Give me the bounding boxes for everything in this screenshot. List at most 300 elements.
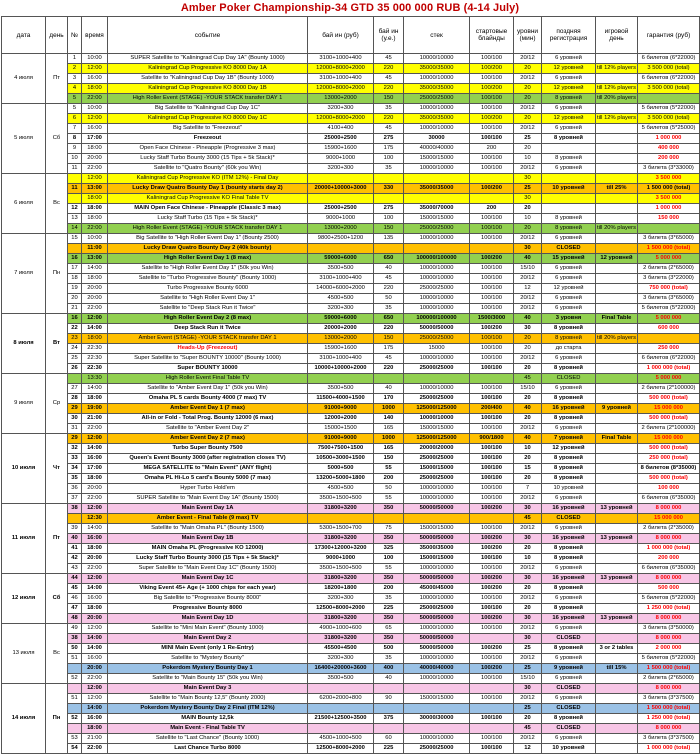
level-minutes-cell: 30: [514, 574, 542, 584]
level-minutes-cell: 20/12: [514, 624, 542, 634]
event-time-cell: 12:00: [82, 174, 108, 184]
event-time-cell: 14:00: [82, 704, 108, 714]
event-name-cell: Satellite to "Deep Stack Run it Twice": [108, 304, 308, 314]
event-number-cell: 49: [68, 624, 82, 634]
start-blinds-cell: 100/100: [470, 624, 514, 634]
event-number-cell: [68, 174, 82, 184]
table-row: [2, 634, 700, 644]
table-row: [2, 594, 700, 604]
guarantee-cell: 1 500 000 (total): [638, 664, 700, 674]
guarantee-cell: 2 билета (2*100000): [638, 384, 700, 394]
level-minutes-cell: 20: [514, 584, 542, 594]
guarantee-cell: 3 билета (3*65000): [638, 234, 700, 244]
event-number-cell: 35: [68, 474, 82, 484]
event-time-cell: 20:00: [82, 484, 108, 494]
guarantee-cell: 3 билета (3*50000): [638, 624, 700, 634]
event-name-cell: Main Event Day 1D: [108, 614, 308, 624]
event-time-cell: 19:00: [82, 404, 108, 414]
event-number-cell: 36: [68, 484, 82, 494]
start-blinds-cell: 100/200: [470, 64, 514, 74]
guarantee-cell: 1 000 000: [638, 204, 700, 214]
stack-cell: 35000/35000: [404, 114, 470, 124]
buyin-ue-cell: [374, 194, 404, 204]
event-time-cell: 21:00: [82, 414, 108, 424]
table-row: [2, 504, 700, 514]
event-time-cell: 18:00: [82, 394, 108, 404]
event-number-cell: 33: [68, 454, 82, 464]
table-row: [2, 434, 700, 444]
event-number-cell: [68, 684, 82, 694]
guarantee-cell: 6 билетов (6*35000): [638, 564, 700, 574]
late-registration-cell: 16 уровней: [542, 614, 596, 624]
buyin-rub-cell: 13000+2000: [308, 224, 374, 234]
buyin-ue-cell: 225: [374, 744, 404, 754]
buyin-rub-cell: 3200+300: [308, 164, 374, 174]
event-time-cell: 22:30: [82, 364, 108, 374]
level-minutes-cell: 40: [514, 254, 542, 264]
event-name-cell: MEGA SATELLITE to "Main Event" (ANY flight): [108, 464, 308, 474]
guarantee-cell: 750 000 (total): [638, 284, 700, 294]
buyin-rub-cell: 20000+2000: [308, 324, 374, 334]
level-minutes-cell: 20/12: [514, 424, 542, 434]
late-registration-cell: CLOSED: [542, 684, 596, 694]
table-row: [2, 344, 700, 354]
buyin-ue-cell: 220: [374, 64, 404, 74]
game-day-cell: till 12% players: [596, 64, 638, 74]
table-row: [2, 234, 700, 244]
stack-cell: 50000/50000: [404, 614, 470, 624]
late-registration-cell: [542, 144, 596, 154]
late-registration-cell: 8 уровней: [542, 464, 596, 474]
weekday-cell: Ср: [46, 374, 68, 434]
guarantee-cell: 1 000 000 (total): [638, 364, 700, 374]
late-registration-cell: [542, 194, 596, 204]
level-minutes-cell: 10: [514, 444, 542, 454]
game-day-cell: 13 уровней: [596, 504, 638, 514]
late-registration-cell: 6 уровней: [542, 384, 596, 394]
table-row: [2, 184, 700, 194]
level-minutes-cell: 15/10: [514, 384, 542, 394]
buyin-rub-cell: 5300+1500+700: [308, 524, 374, 534]
event-name-cell: Omaha PL 5 cards Bounty 4000 (7 max) TV: [108, 394, 308, 404]
buyin-rub-cell: 3100+1000+400: [308, 274, 374, 284]
late-registration-cell: до старта: [542, 344, 596, 354]
buyin-rub-cell: 13200+5000+1800: [308, 474, 374, 484]
guarantee-cell: 8 000 000: [638, 634, 700, 644]
buyin-ue-cell: 40: [374, 674, 404, 684]
game-day-cell: [596, 544, 638, 554]
event-time-cell: 12:00: [82, 624, 108, 634]
buyin-ue-cell: 500: [374, 644, 404, 654]
event-number-cell: 47: [68, 604, 82, 614]
game-day-cell: [596, 464, 638, 474]
event-number-cell: 38: [68, 504, 82, 514]
buyin-ue-cell: 350: [374, 574, 404, 584]
table-row: [2, 474, 700, 484]
event-name-cell: Progressive Bounty 8000: [108, 604, 308, 614]
game-day-cell: [596, 54, 638, 64]
late-registration-cell: 6 уровней: [542, 104, 596, 114]
buyin-rub-cell: 12000+8000+2000: [308, 84, 374, 94]
event-number-cell: 54: [68, 744, 82, 754]
start-blinds-cell: 100/200: [470, 664, 514, 674]
level-minutes-cell: 25: [514, 704, 542, 714]
table-row: [2, 174, 700, 184]
start-blinds-cell: 100/100: [470, 594, 514, 604]
buyin-rub-cell: 13000+2000: [308, 334, 374, 344]
level-minutes-cell: 15: [514, 464, 542, 474]
stack-cell: 10000/10000: [404, 304, 470, 314]
date-cell: 7 июля: [2, 234, 46, 314]
stack-cell: [404, 724, 470, 734]
buyin-ue-cell: 165: [374, 424, 404, 434]
late-registration-cell: 6 уровней: [542, 264, 596, 274]
start-blinds-cell: 100/100: [470, 384, 514, 394]
event-name-cell: Satellite to "Amber Event Day 1" (50k you Win): [108, 384, 308, 394]
guarantee-cell: 3 500 000: [638, 174, 700, 184]
stack-cell: 30000: [404, 134, 470, 144]
buyin-ue-cell: 45: [374, 274, 404, 284]
game-day-cell: [596, 104, 638, 114]
event-name-cell: Open Face Chinese - Pineapple (Progressive 3 max): [108, 144, 308, 154]
table-row: [2, 124, 700, 134]
event-time-cell: 20:00: [82, 284, 108, 294]
table-row: [2, 484, 700, 494]
event-name-cell: MAIN Open Face Chinese - Pineapple (Classic 3 max): [108, 204, 308, 214]
event-number-cell: 6: [68, 114, 82, 124]
buyin-rub-cell: 3500+1500+500: [308, 494, 374, 504]
event-name-cell: High Roller Event Final Table TV: [108, 374, 308, 384]
game-day-cell: [596, 294, 638, 304]
stack-cell: [404, 514, 470, 524]
guarantee-cell: 150 000: [638, 214, 700, 224]
event-number-cell: 37: [68, 494, 82, 504]
game-day-cell: [596, 474, 638, 484]
event-time-cell: 14:00: [82, 324, 108, 334]
event-name-cell: Satellite to "Mystery Bounty": [108, 654, 308, 664]
stack-cell: 10000/10000: [404, 674, 470, 684]
late-registration-cell: 6 уровней: [542, 494, 596, 504]
event-number-cell: 46: [68, 594, 82, 604]
table-row: [2, 404, 700, 414]
level-minutes-cell: 20/12: [514, 104, 542, 114]
event-name-cell: Kaliningrad Cup Progressive KO (ITM 12%) - Final Day: [108, 174, 308, 184]
weekday-cell: Чт: [46, 434, 68, 504]
late-registration-cell: 16 уровней: [542, 504, 596, 514]
guarantee-cell: 1 250 000 (total): [638, 714, 700, 724]
start-blinds-cell: 100/100: [470, 334, 514, 344]
game-day-cell: [596, 174, 638, 184]
buyin-rub-cell: 9000+1000: [308, 554, 374, 564]
game-day-cell: [596, 694, 638, 704]
stack-cell: 10000/10000: [404, 234, 470, 244]
date-cell: 10 июля: [2, 434, 46, 504]
event-number-cell: 19: [68, 284, 82, 294]
stack-cell: 45000/45000: [404, 584, 470, 594]
guarantee-cell: 5 билетов (5*22000): [638, 594, 700, 604]
stack-cell: 100000/100000: [404, 254, 470, 264]
buyin-rub-cell: 3200+300: [308, 304, 374, 314]
guarantee-cell: 600 000: [638, 324, 700, 334]
start-blinds-cell: [470, 514, 514, 524]
table-row: [2, 64, 700, 74]
game-day-cell: [596, 744, 638, 754]
game-day-cell: [596, 274, 638, 284]
start-blinds-cell: 100/100: [470, 494, 514, 504]
buyin-rub-cell: 3500+500: [308, 384, 374, 394]
buyin-rub-cell: 15900+1600: [308, 144, 374, 154]
event-time-cell: 14:00: [82, 524, 108, 534]
game-day-cell: till 15%: [596, 664, 638, 674]
guarantee-cell: 2 000 000: [638, 644, 700, 654]
buyin-rub-cell: 31800+3200: [308, 504, 374, 514]
game-day-cell: 9 уровней: [596, 404, 638, 414]
start-blinds-cell: 100/200: [470, 614, 514, 624]
event-number-cell: 5: [68, 104, 82, 114]
game-day-cell: [596, 494, 638, 504]
buyin-ue-cell: 50: [374, 294, 404, 304]
level-minutes-cell: 20/12: [514, 564, 542, 574]
event-name-cell: High Roller Event (STAGE) -YOUR STACK transfer DAY 1: [108, 224, 308, 234]
table-row: [2, 104, 700, 114]
level-minutes-cell: 40: [514, 404, 542, 414]
event-name-cell: Lucky Staff Turbo Bounty 3000 (15 Tips + 5k Stack)*: [108, 554, 308, 564]
column-header: время: [82, 17, 108, 54]
event-time-cell: 17:00: [82, 134, 108, 144]
buyin-rub-cell: 3100+1000+400: [308, 354, 374, 364]
buyin-rub-cell: 10000+10000+2000: [308, 364, 374, 374]
game-day-cell: [596, 394, 638, 404]
stack-cell: 25000/25000: [404, 394, 470, 404]
late-registration-cell: 9 уровней: [542, 664, 596, 674]
late-registration-cell: 8 уровней: [542, 584, 596, 594]
game-day-cell: [596, 284, 638, 294]
start-blinds-cell: 100/100: [470, 54, 514, 64]
event-number-cell: 10: [68, 154, 82, 164]
stack-cell: 10000/10000: [404, 74, 470, 84]
guarantee-cell: 2 билета (2*65000): [638, 264, 700, 274]
table-row: [2, 664, 700, 674]
level-minutes-cell: 30: [514, 504, 542, 514]
table-row: [2, 384, 700, 394]
page-title: Amber Poker Championship-34 GTD 35 000 000 RUB (4-14 July): [180, 2, 520, 14]
game-day-cell: [596, 234, 638, 244]
start-blinds-cell: [470, 194, 514, 204]
level-minutes-cell: 10: [514, 554, 542, 564]
late-registration-cell: CLOSED: [542, 704, 596, 714]
buyin-ue-cell: [374, 724, 404, 734]
late-registration-cell: 6 уровней: [542, 564, 596, 574]
late-registration-cell: 12 уровней: [542, 284, 596, 294]
game-day-cell: [596, 354, 638, 364]
buyin-rub-cell: 3100+1000+400: [308, 54, 374, 64]
weekday-cell: Вс: [46, 174, 68, 234]
start-blinds-cell: 100/200: [470, 254, 514, 264]
guarantee-cell: [638, 224, 700, 234]
stack-cell: 10000/10000: [404, 654, 470, 664]
event-number-cell: 53: [68, 734, 82, 744]
event-number-cell: 16: [68, 314, 82, 324]
guarantee-cell: 3 500 000 (total): [638, 64, 700, 74]
weekday-cell: Вт: [46, 314, 68, 374]
table-row: [2, 424, 700, 434]
event-name-cell: Lucky Draw Quatro Bounty Day 1 (bounty starts day 2): [108, 184, 308, 194]
guarantee-cell: 6 билетов (6*22000): [638, 74, 700, 84]
game-day-cell: [596, 734, 638, 744]
stack-cell: 15000: [404, 344, 470, 354]
start-blinds-cell: 100/100: [470, 524, 514, 534]
column-header: бай ин (руб): [308, 17, 374, 54]
table-row: [2, 444, 700, 454]
game-day-cell: [596, 564, 638, 574]
buyin-ue-cell: 45: [374, 354, 404, 364]
start-blinds-cell: [470, 634, 514, 644]
buyin-rub-cell: 7500+7500+1500: [308, 444, 374, 454]
start-blinds-cell: 100/100: [470, 234, 514, 244]
guarantee-cell: 1 000 000 (total): [638, 544, 700, 554]
buyin-rub-cell: 16400+20000+3600: [308, 664, 374, 674]
stack-cell: 50000/50000: [404, 644, 470, 654]
game-day-cell: [596, 264, 638, 274]
buyin-rub-cell: 3500+500: [308, 264, 374, 274]
guarantee-cell: 500 000 (total): [638, 394, 700, 404]
buyin-ue-cell: 140: [374, 414, 404, 424]
late-registration-cell: 10 уровней: [542, 484, 596, 494]
late-registration-cell: 16 уровней: [542, 534, 596, 544]
buyin-ue-cell: 1000: [374, 434, 404, 444]
event-name-cell: SUPER Satellite to "Kaliningrad Cup Day 1A" (Bounty 1000): [108, 54, 308, 64]
start-blinds-cell: 200: [470, 204, 514, 214]
event-time-cell: 13:00: [82, 254, 108, 264]
table-row: [2, 494, 700, 504]
late-registration-cell: 7 уровней: [542, 434, 596, 444]
buyin-ue-cell: 35: [374, 104, 404, 114]
guarantee-cell: 3 500 000 (total): [638, 84, 700, 94]
event-number-cell: [68, 704, 82, 714]
game-day-cell: [596, 144, 638, 154]
event-time-cell: 20:00: [82, 614, 108, 624]
event-time-cell: 22:30: [82, 344, 108, 354]
guarantee-cell: 3 билета (3*33000): [638, 164, 700, 174]
stack-cell: [404, 244, 470, 254]
game-day-cell: [596, 124, 638, 134]
game-day-cell: till 20% players: [596, 224, 638, 234]
late-registration-cell: 6 уровней: [542, 624, 596, 634]
event-number-cell: 43: [68, 564, 82, 574]
guarantee-cell: 8 билетов (8*35000): [638, 464, 700, 474]
guarantee-cell: 250 000 (total): [638, 454, 700, 464]
stack-cell: 15000/15000: [404, 154, 470, 164]
game-day-cell: Final Table: [596, 434, 638, 444]
event-number-cell: 7: [68, 124, 82, 134]
late-registration-cell: 8 уровней: [542, 544, 596, 554]
guarantee-cell: 8 000 000: [638, 574, 700, 584]
stack-cell: 10000/10000: [404, 414, 470, 424]
weekday-cell: Вс: [46, 624, 68, 684]
event-time-cell: 20:00: [82, 294, 108, 304]
stack-cell: 40000/40000: [404, 144, 470, 154]
guarantee-cell: 8 000 000: [638, 504, 700, 514]
start-blinds-cell: 100/100: [470, 74, 514, 84]
table-row: [2, 214, 700, 224]
stack-cell: 20000/20000: [404, 444, 470, 454]
buyin-rub-cell: 45500+4500: [308, 644, 374, 654]
guarantee-cell: 1 500 000 (total): [638, 244, 700, 254]
buyin-ue-cell: 150: [374, 454, 404, 464]
stack-cell: 25000/25000: [404, 284, 470, 294]
event-number-cell: 2: [68, 64, 82, 74]
event-name-cell: Satellite to "Turbo Progressive Bounty" (Bounty 1000): [108, 274, 308, 284]
event-name-cell: Freezeout: [108, 134, 308, 144]
event-number-cell: [68, 244, 82, 254]
start-blinds-cell: 100/200: [470, 504, 514, 514]
start-blinds-cell: [470, 724, 514, 734]
table-row: [2, 714, 700, 724]
event-time-cell: 12:00: [82, 114, 108, 124]
late-registration-cell: 6 уровней: [542, 654, 596, 664]
game-day-cell: 13 уровней: [596, 574, 638, 584]
guarantee-cell: 5 000 000: [638, 254, 700, 264]
event-time-cell: 13:00: [82, 184, 108, 194]
stack-cell: 25000/25000: [404, 454, 470, 464]
event-number-cell: 22: [68, 324, 82, 334]
guarantee-cell: 5 билетов (5*22000): [638, 654, 700, 664]
level-minutes-cell: 15/10: [514, 264, 542, 274]
buyin-ue-cell: 40: [374, 264, 404, 274]
level-minutes-cell: 45: [514, 514, 542, 524]
event-time-cell: 14:00: [82, 444, 108, 454]
start-blinds-cell: 100/200: [470, 574, 514, 584]
table-row: [2, 614, 700, 624]
game-day-cell: till 20% players: [596, 94, 638, 104]
late-registration-cell: 8 уровней: [542, 554, 596, 564]
level-minutes-cell: 15/10: [514, 674, 542, 684]
table-row: [2, 464, 700, 474]
table-row: [2, 554, 700, 564]
table-row: [2, 324, 700, 334]
level-minutes-cell: 20/12: [514, 654, 542, 664]
buyin-ue-cell: 100: [374, 214, 404, 224]
game-day-cell: [596, 74, 638, 84]
late-registration-cell: 10 уровней: [542, 744, 596, 754]
event-name-cell: SUPER Satellite to "Main Event Day 1A" (Bounty 1500): [108, 494, 308, 504]
guarantee-cell: 3 билета (3*37500): [638, 734, 700, 744]
table-row: [2, 694, 700, 704]
level-minutes-cell: 30: [514, 634, 542, 644]
table-row: [2, 414, 700, 424]
level-minutes-cell: 20: [514, 144, 542, 154]
event-time-cell: 16:00: [82, 534, 108, 544]
event-name-cell: Queen's Event Bounty 3000 (after registration closes TV): [108, 454, 308, 464]
stack-cell: 25000/25000: [404, 364, 470, 374]
game-day-cell: [596, 654, 638, 664]
event-time-cell: 16:00: [82, 454, 108, 464]
level-minutes-cell: 20: [514, 604, 542, 614]
level-minutes-cell: 40: [514, 314, 542, 324]
table-row: [2, 724, 700, 734]
event-time-cell: 14:00: [82, 584, 108, 594]
buyin-rub-cell: 4500+500: [308, 294, 374, 304]
level-minutes-cell: 20: [514, 454, 542, 464]
guarantee-cell: 1 500 000 (total): [638, 184, 700, 194]
late-registration-cell: 8 уровней: [542, 644, 596, 654]
late-registration-cell: CLOSED: [542, 244, 596, 254]
guarantee-cell: 3 билета (3*22000): [638, 274, 700, 284]
late-registration-cell: 6 уровней: [542, 164, 596, 174]
level-minutes-cell: 10: [514, 154, 542, 164]
buyin-ue-cell: 100: [374, 554, 404, 564]
buyin-rub-cell: [308, 684, 374, 694]
